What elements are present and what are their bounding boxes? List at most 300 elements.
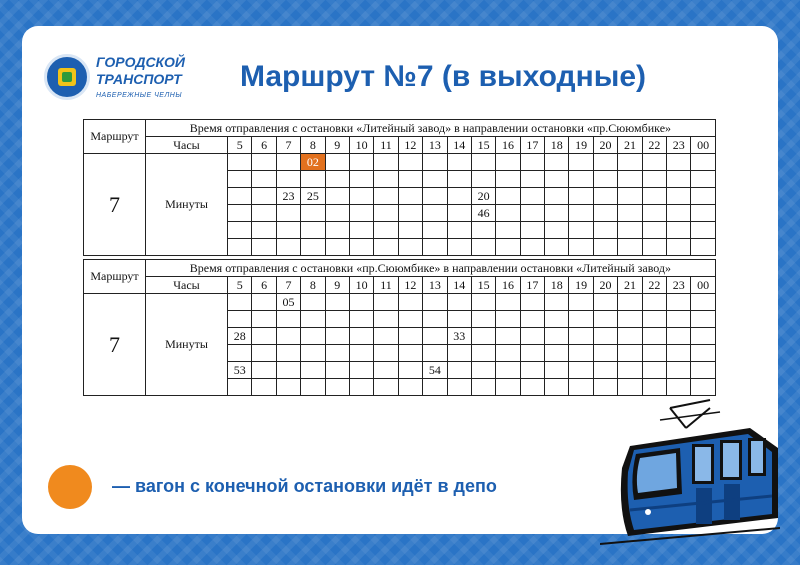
minute-cell (325, 294, 349, 311)
minute-cell (545, 154, 569, 171)
minute-cell (496, 362, 520, 379)
minute-cell (374, 239, 398, 256)
minute-cell (545, 379, 569, 396)
minute-cell (520, 294, 544, 311)
hour-cell: 13 (423, 137, 447, 154)
minute-cell (496, 222, 520, 239)
minute-cell (447, 171, 471, 188)
minute-cell (228, 294, 252, 311)
minute-cell (301, 311, 325, 328)
minute-cell (496, 294, 520, 311)
minute-cell (496, 154, 520, 171)
minute-cell: 33 (447, 328, 471, 345)
minute-cell (471, 362, 495, 379)
minute-cell (252, 205, 276, 222)
minute-cell (496, 328, 520, 345)
minute-cell (618, 294, 642, 311)
minute-cell (691, 171, 715, 188)
hour-cell: 16 (496, 137, 520, 154)
minute-cell (642, 239, 666, 256)
minute-cell (301, 328, 325, 345)
minute-cell (520, 171, 544, 188)
minute-cell (423, 222, 447, 239)
minute-cell (691, 222, 715, 239)
minute-cell (545, 222, 569, 239)
minute-cell (252, 171, 276, 188)
minute-cell (593, 345, 617, 362)
minute-cell (374, 362, 398, 379)
minute-cell (471, 222, 495, 239)
hour-cell: 14 (447, 137, 471, 154)
minute-cell (569, 294, 593, 311)
minute-cell (569, 362, 593, 379)
minute-cell (520, 362, 544, 379)
minute-cell (228, 239, 252, 256)
minute-cell (276, 379, 300, 396)
hour-cell: 14 (447, 277, 471, 294)
hour-cell: 17 (520, 277, 544, 294)
minute-cell (252, 222, 276, 239)
hour-cell: 22 (642, 277, 666, 294)
depot-marker-icon (48, 465, 92, 509)
minute-cell (228, 171, 252, 188)
minute-cell (471, 379, 495, 396)
minute-cell (325, 188, 349, 205)
minute-cell (374, 345, 398, 362)
minute-cell (374, 188, 398, 205)
hour-cell: 9 (325, 137, 349, 154)
minute-cell (301, 239, 325, 256)
minute-cell (667, 188, 691, 205)
minute-cell (447, 222, 471, 239)
minute-cell (471, 311, 495, 328)
direction-header: Время отправления с остановки «Литейный завод» в направлении остановки «пр.Сююмбике» (146, 120, 716, 137)
minute-cell (374, 379, 398, 396)
minute-cell (642, 328, 666, 345)
minute-cell: 23 (276, 188, 300, 205)
minute-cell (593, 154, 617, 171)
minute-cell (398, 379, 422, 396)
minute-cell (618, 154, 642, 171)
route-column-label: Маршрут (84, 260, 146, 294)
minute-cell (642, 294, 666, 311)
hour-cell: 11 (374, 277, 398, 294)
minute-cell (691, 328, 715, 345)
minute-cell (349, 171, 373, 188)
minute-cell (545, 362, 569, 379)
minute-cell (667, 345, 691, 362)
minute-cell (276, 205, 300, 222)
minute-cell (691, 345, 715, 362)
minute-cell (496, 379, 520, 396)
minute-cell (301, 205, 325, 222)
minute-cell (642, 222, 666, 239)
minute-cell (593, 311, 617, 328)
minute-cell (618, 328, 642, 345)
minute-cell (398, 294, 422, 311)
logo-line-1: ГОРОДСКОЙ (96, 54, 185, 70)
minute-cell (325, 345, 349, 362)
hour-cell: 5 (228, 277, 252, 294)
minute-cell (593, 294, 617, 311)
minute-cell (447, 205, 471, 222)
minute-cell (252, 188, 276, 205)
minute-cell (325, 154, 349, 171)
minute-cell (349, 205, 373, 222)
minute-cell (349, 362, 373, 379)
minute-cell (471, 239, 495, 256)
minutes-label: Минуты (146, 154, 228, 256)
hour-cell: 20 (593, 277, 617, 294)
hours-label: Часы (146, 277, 228, 294)
minute-cell: 54 (423, 362, 447, 379)
minute-cell (496, 239, 520, 256)
minute-cell (398, 171, 422, 188)
minute-cell (667, 311, 691, 328)
minute-cell (569, 311, 593, 328)
minute-cell (423, 154, 447, 171)
minute-cell (520, 311, 544, 328)
minute-cell (618, 205, 642, 222)
hour-cell: 19 (569, 137, 593, 154)
minute-cell (569, 239, 593, 256)
minute-cell (593, 188, 617, 205)
hour-cell: 10 (349, 137, 373, 154)
minute-cell (252, 154, 276, 171)
minute-cell (520, 345, 544, 362)
minute-cell (593, 379, 617, 396)
minute-cell (471, 171, 495, 188)
minute-cell (593, 239, 617, 256)
minute-cell: 20 (471, 188, 495, 205)
direction-header: Время отправления с остановки «пр.Сююмбике» в направлении остановки «Литейный завод» (146, 260, 716, 277)
minute-cell (325, 222, 349, 239)
hour-cell: 10 (349, 277, 373, 294)
minute-cell (374, 311, 398, 328)
minute-cell (618, 345, 642, 362)
minute-cell (301, 294, 325, 311)
minute-cell (301, 222, 325, 239)
minute-cell (423, 311, 447, 328)
minute-cell (691, 294, 715, 311)
minute-cell (252, 379, 276, 396)
minute-cell (569, 379, 593, 396)
minute-cell (276, 328, 300, 345)
minute-cell (349, 154, 373, 171)
hour-cell: 21 (618, 137, 642, 154)
minute-cell (349, 188, 373, 205)
minute-cell (325, 171, 349, 188)
minute-cell (228, 345, 252, 362)
minute-cell (252, 328, 276, 345)
minute-cell (569, 222, 593, 239)
minute-cell (398, 154, 422, 171)
minute-cell (398, 222, 422, 239)
minute-cell (228, 154, 252, 171)
minute-cell (325, 362, 349, 379)
hour-cell: 18 (545, 277, 569, 294)
minute-cell (545, 171, 569, 188)
minute-cell (447, 188, 471, 205)
minute-cell (569, 154, 593, 171)
minute-cell (569, 345, 593, 362)
hour-cell: 22 (642, 137, 666, 154)
minute-cell (398, 362, 422, 379)
minute-cell (642, 188, 666, 205)
minute-cell (667, 362, 691, 379)
minute-cell (545, 188, 569, 205)
minute-cell (398, 328, 422, 345)
minute-cell (447, 294, 471, 311)
minute-cell (374, 222, 398, 239)
minute-cell (423, 294, 447, 311)
minute-cell: 05 (276, 294, 300, 311)
hour-cell: 7 (276, 277, 300, 294)
logo-line-3: НАБЕРЕЖНЫЕ ЧЕЛНЫ (96, 92, 183, 99)
minute-cell (593, 362, 617, 379)
minute-cell (325, 311, 349, 328)
minute-cell (667, 154, 691, 171)
transport-logo (44, 52, 194, 108)
minute-cell (569, 205, 593, 222)
minute-cell (471, 294, 495, 311)
page-title: Маршрут №7 (в выходные) (240, 60, 646, 93)
hour-cell: 11 (374, 137, 398, 154)
minute-cell (398, 345, 422, 362)
minute-cell (423, 239, 447, 256)
schedule-table-outbound (83, 119, 716, 256)
minute-cell (276, 171, 300, 188)
hour-cell: 00 (691, 277, 715, 294)
minute-cell (301, 345, 325, 362)
minute-cell (228, 311, 252, 328)
minute-cell (520, 239, 544, 256)
minute-cell (642, 311, 666, 328)
minute-cell (642, 205, 666, 222)
minute-cell (374, 205, 398, 222)
minute-cell (667, 239, 691, 256)
minute-cell (618, 222, 642, 239)
minute-cell (520, 328, 544, 345)
minute-cell (471, 154, 495, 171)
minute-cell (667, 379, 691, 396)
minute-cell (496, 188, 520, 205)
route-number: 7 (84, 154, 146, 256)
minute-cell (423, 345, 447, 362)
hour-cell: 7 (276, 137, 300, 154)
minute-cell (471, 345, 495, 362)
minute-cell (569, 188, 593, 205)
hours-label: Часы (146, 137, 228, 154)
minute-cell (667, 205, 691, 222)
minute-cell (349, 222, 373, 239)
minute-cell (618, 379, 642, 396)
minute-cell (374, 328, 398, 345)
minute-cell (423, 379, 447, 396)
hour-cell: 13 (423, 277, 447, 294)
minute-cell (471, 328, 495, 345)
hour-cell: 15 (471, 137, 495, 154)
minute-cell (276, 362, 300, 379)
hour-cell: 9 (325, 277, 349, 294)
minute-cell (276, 345, 300, 362)
minute-cell (642, 362, 666, 379)
hour-cell: 21 (618, 277, 642, 294)
minute-cell (349, 294, 373, 311)
minute-cell (618, 171, 642, 188)
minute-cell (447, 379, 471, 396)
minute-cell (228, 222, 252, 239)
minute-cell (374, 294, 398, 311)
minute-cell (423, 328, 447, 345)
minute-cell (520, 154, 544, 171)
minute-cell (618, 311, 642, 328)
minute-cell: 46 (471, 205, 495, 222)
minute-cell (252, 239, 276, 256)
minute-cell (447, 311, 471, 328)
minute-cell (374, 154, 398, 171)
minute-cell (447, 154, 471, 171)
minute-cell (228, 379, 252, 396)
minute-cell (228, 188, 252, 205)
hour-cell: 20 (593, 137, 617, 154)
minute-cell (325, 328, 349, 345)
minute-cell (423, 188, 447, 205)
minute-cell (691, 379, 715, 396)
minute-cell (691, 154, 715, 171)
minute-cell (276, 222, 300, 239)
minute-cell (349, 239, 373, 256)
minute-cell (252, 345, 276, 362)
minute-cell (545, 239, 569, 256)
minute-cell (642, 379, 666, 396)
minute-cell (423, 171, 447, 188)
hour-cell: 12 (398, 277, 422, 294)
minute-cell (642, 171, 666, 188)
minute-cell (325, 205, 349, 222)
minute-cell (618, 362, 642, 379)
hour-cell: 8 (301, 137, 325, 154)
minute-cell (618, 239, 642, 256)
minute-cell (496, 171, 520, 188)
minute-cell (545, 311, 569, 328)
minute-cell (447, 345, 471, 362)
minute-cell (252, 362, 276, 379)
minute-cell (423, 205, 447, 222)
minute-cell (398, 188, 422, 205)
minute-cell (325, 379, 349, 396)
minute-cell (228, 205, 252, 222)
minute-cell (349, 311, 373, 328)
hour-cell: 8 (301, 277, 325, 294)
hour-cell: 00 (691, 137, 715, 154)
minute-cell (301, 171, 325, 188)
minute-cell (520, 222, 544, 239)
hour-cell: 17 (520, 137, 544, 154)
minute-cell (667, 328, 691, 345)
minute-cell (520, 188, 544, 205)
minute-cell (349, 345, 373, 362)
minute-cell (545, 345, 569, 362)
minutes-label: Минуты (146, 294, 228, 396)
minute-cell (252, 294, 276, 311)
minute-cell (496, 311, 520, 328)
minute-cell: 02 (301, 154, 325, 171)
hour-cell: 23 (667, 137, 691, 154)
minute-cell: 28 (228, 328, 252, 345)
minute-cell (496, 205, 520, 222)
minute-cell (691, 239, 715, 256)
minute-cell (642, 345, 666, 362)
minute-cell (349, 379, 373, 396)
minute-cell (667, 294, 691, 311)
minute-cell (691, 205, 715, 222)
minute-cell (618, 188, 642, 205)
minute-cell (691, 188, 715, 205)
minute-cell (520, 379, 544, 396)
minute-cell (569, 328, 593, 345)
minute-cell (447, 362, 471, 379)
minute-cell (398, 239, 422, 256)
schedule-table-return (83, 259, 716, 396)
minute-cell (545, 328, 569, 345)
minute-cell (691, 362, 715, 379)
minute-cell: 25 (301, 188, 325, 205)
hour-cell: 12 (398, 137, 422, 154)
minute-cell (252, 311, 276, 328)
minute-cell (667, 171, 691, 188)
minute-cell (325, 239, 349, 256)
minute-cell (447, 239, 471, 256)
minute-cell (593, 171, 617, 188)
minute-cell: 53 (228, 362, 252, 379)
route-number: 7 (84, 294, 146, 396)
minute-cell (593, 205, 617, 222)
route-column-label: Маршрут (84, 120, 146, 154)
minute-cell (691, 311, 715, 328)
hour-cell: 6 (252, 277, 276, 294)
hour-cell: 16 (496, 277, 520, 294)
minute-cell (545, 205, 569, 222)
minute-cell (496, 345, 520, 362)
minute-cell (642, 154, 666, 171)
minute-cell (374, 171, 398, 188)
hour-cell: 18 (545, 137, 569, 154)
hour-cell: 5 (228, 137, 252, 154)
minute-cell (520, 205, 544, 222)
hour-cell: 23 (667, 277, 691, 294)
minute-cell (545, 294, 569, 311)
tram-icon (600, 398, 780, 546)
minute-cell (349, 328, 373, 345)
minute-cell (276, 239, 300, 256)
minute-cell (301, 379, 325, 396)
logo-line-2: ТРАНСПОРТ (96, 71, 182, 87)
minute-cell (276, 311, 300, 328)
hour-cell: 6 (252, 137, 276, 154)
hour-cell: 19 (569, 277, 593, 294)
minute-cell (398, 205, 422, 222)
minute-cell (593, 222, 617, 239)
legend-text: — вагон с конечной остановки идёт в депо (112, 476, 497, 496)
city-emblem-icon (44, 54, 90, 100)
minute-cell (593, 328, 617, 345)
minute-cell (276, 154, 300, 171)
minute-cell (569, 171, 593, 188)
minute-cell (398, 311, 422, 328)
minute-cell (667, 222, 691, 239)
hour-cell: 15 (471, 277, 495, 294)
